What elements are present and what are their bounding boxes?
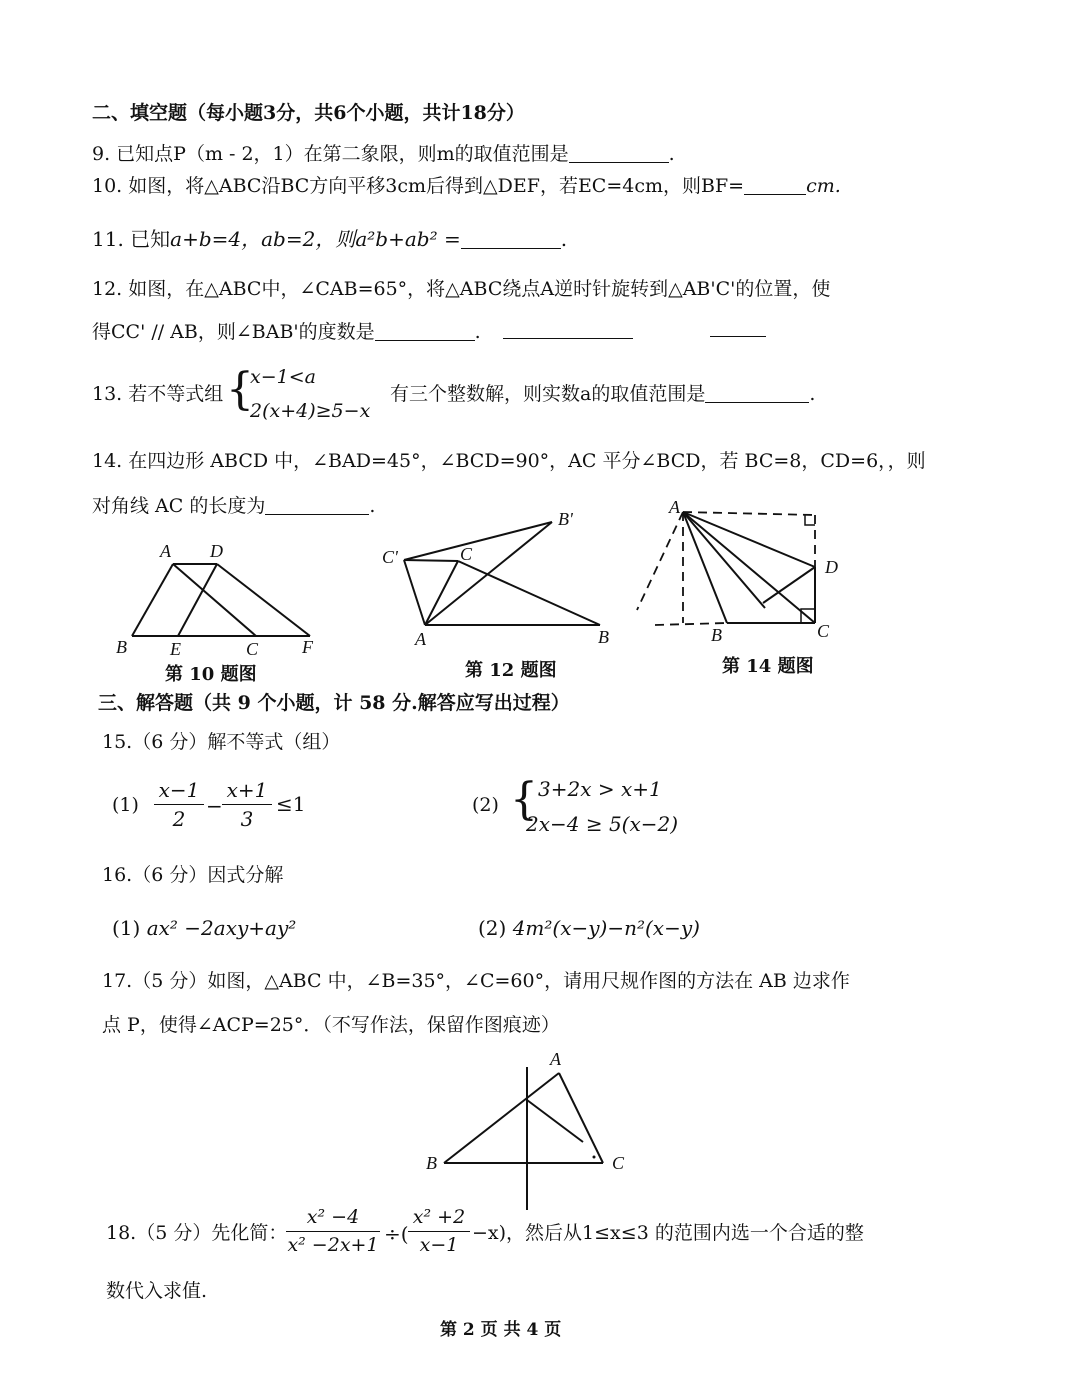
fig12-label-b: B [598, 627, 609, 647]
question-15-1-rel: ≤1 [276, 792, 306, 816]
fig14-dash-top [683, 512, 815, 515]
fig14-label-d: D [825, 557, 838, 577]
fig10-line-ba [132, 564, 173, 636]
question-9-text: 9. 已知点P（m - 2，1）在第二象限，则m的取值范围是 [92, 143, 569, 165]
section-3-title: 三、解答题（共 9 个小题，计 58 分.解答应写出过程） [98, 692, 570, 714]
page-footer: 第 2 页 共 4 页 [440, 1320, 562, 1340]
question-15-1-frac2 [222, 780, 272, 829]
frac1-denominator: 2 [172, 807, 186, 831]
question-11-expr1: a+b=4，ab=2，则 [170, 227, 356, 251]
question-16-2-label: (2) [478, 916, 507, 940]
fig14-line-ac [683, 512, 815, 623]
answer-blank [461, 230, 561, 249]
question-15-2-ineq2: 2x−4 ≥ 5(x−2) [526, 812, 679, 836]
fig14-line-ad [683, 512, 815, 567]
answer-blank [744, 176, 806, 195]
question-11-expr2: a²b+ab² = [355, 227, 461, 251]
fig14-line-ae [683, 512, 765, 608]
fig12-line-ac1 [404, 560, 425, 625]
answer-blank [569, 144, 669, 163]
question-16-1-label: (1) [112, 916, 141, 940]
fig17-line-ba [444, 1073, 559, 1163]
question-16-title: 16.（6 分）因式分解 [102, 864, 284, 886]
figure-10 [110, 535, 330, 665]
fig10-line-de [178, 564, 217, 636]
figure-12 [380, 505, 620, 650]
question-18-frac2 [408, 1208, 470, 1255]
fig10-label-e: E [170, 639, 181, 659]
question-16-1-expr: ax² −2axy+ay² [146, 916, 297, 940]
question-15-2-label: (2) [472, 794, 499, 816]
question-12-line2-text: 得CC' // AB，则∠BAB'的度数是 [92, 321, 375, 343]
fig10-label-d: D [210, 541, 223, 561]
fig12-label-c1: C' [382, 547, 398, 567]
question-11-pre: 11. 已知 [92, 227, 171, 251]
fig10-label-c: C [246, 639, 259, 659]
frac1-numerator: x² −4 [286, 1208, 380, 1232]
fig10-label-b: B [116, 637, 127, 657]
question-11 [92, 229, 567, 249]
question-18-div: ÷( [384, 1222, 409, 1246]
question-11-end: . [560, 227, 568, 251]
frac1-denominator: x² −2x+1 [287, 1234, 379, 1256]
question-18-tail: −x)，然后从1≤x≤3 的范围内选一个合适的整 [472, 1222, 864, 1244]
question-15-2-ineq1: 3+2x > x+1 [538, 777, 662, 801]
question-18-pre: 18.（5 分）先化简： [106, 1222, 288, 1244]
question-9-end: . [668, 143, 675, 165]
fig14-corner-mark [805, 515, 815, 525]
question-13-ineq2: 2(x+4)≥5−x [250, 400, 371, 422]
question-9 [92, 144, 675, 164]
fig12-label-b1: B' [558, 509, 573, 529]
fig14-label-c: C [817, 621, 830, 641]
fig10-line-ac [173, 564, 256, 636]
figure-12-caption: 第 12 题图 [465, 660, 557, 681]
figure-14 [625, 495, 855, 645]
question-16-1 [112, 918, 296, 938]
question-17-line1: 17.（5 分）如图，△ABC 中，∠B=35°，∠C=60°，请用尺规作图的方法在 AB 边求作 [102, 970, 850, 992]
fig17-dot [593, 1156, 596, 1159]
question-12-end: . [474, 321, 481, 343]
question-14-line2 [92, 496, 375, 516]
question-15-1-minus: − [206, 794, 223, 818]
question-12-line1: 12. 如图，在△ABC中，∠CAB=65°，将△ABC绕点A逆时针旋转到△AB'C'的位置，使 [92, 278, 831, 300]
question-18-frac1 [286, 1208, 380, 1255]
question-13-pre: 13. 若不等式组 [92, 383, 224, 405]
question-12-line2 [92, 322, 481, 342]
question-14-end: . [369, 495, 376, 517]
system-brace: { [226, 364, 254, 415]
stray-line [503, 338, 633, 339]
answer-blank [265, 496, 369, 515]
question-13-post: 有三个整数解，则实数a的取值范围是 [390, 383, 706, 405]
question-13-end: . [809, 383, 816, 405]
fig17-label-b: B [426, 1153, 437, 1173]
figure-17 [420, 1050, 640, 1220]
question-10 [92, 176, 841, 196]
fig10-label-f: F [302, 637, 313, 657]
fig10-label-a: A [160, 541, 171, 561]
question-15-title: 15.（6 分）解不等式（组） [102, 731, 341, 753]
question-15-1-frac1 [154, 780, 204, 829]
fig12-label-a: A [415, 629, 426, 649]
figure-10-caption: 第 10 题图 [165, 664, 257, 685]
fig12-line-ac [425, 561, 458, 625]
question-15-1-label: (1) [112, 794, 139, 816]
frac1-numerator: x−1 [154, 780, 204, 805]
question-13-ineq1: x−1<a [250, 366, 316, 388]
question-13-post-line [390, 384, 815, 404]
system-brace: { [510, 774, 538, 825]
question-18-line2: 数代入求值. [106, 1280, 208, 1302]
section-2-title: 二、填空题（每小题3分，共6个小题，共计18分） [92, 102, 525, 124]
fig17-line-ac [559, 1073, 603, 1163]
question-14-line2-text: 对角线 AC 的长度为 [92, 495, 266, 517]
fig12-label-c: C [460, 544, 473, 564]
fig14-label-b: B [711, 625, 722, 645]
question-16-2-expr: 4m²(x−y)−n²(x−y) [512, 916, 700, 940]
frac2-numerator: x+1 [222, 780, 272, 805]
fig14-dash-left [637, 512, 683, 610]
question-16-2 [478, 918, 700, 938]
frac2-denominator: x−1 [419, 1234, 459, 1256]
fig12-line-cb [458, 561, 600, 625]
frac2-numerator: x² +2 [408, 1208, 470, 1232]
question-10-text: 10. 如图，将△ABC沿BC方向平移3cm后得到△DEF，若EC=4cm，则BF= [92, 175, 745, 197]
question-10-unit: cm. [806, 175, 841, 197]
answer-blank [705, 384, 809, 403]
answer-blank [375, 322, 475, 341]
figure-14-caption: 第 14 题图 [722, 656, 814, 677]
question-17-line2: 点 P，使得∠ACP=25°．（不写作法，保留作图痕迹） [102, 1014, 560, 1036]
fig12-line-c1c [404, 560, 458, 561]
fig17-label-a: A [550, 1049, 561, 1069]
fig17-label-c: C [612, 1153, 625, 1173]
fig14-label-a: A [669, 497, 680, 517]
stray-line [710, 336, 766, 337]
fig10-line-df [217, 564, 310, 636]
frac2-denominator: 3 [240, 807, 254, 831]
question-14-line1: 14. 在四边形 ABCD 中，∠BAD=45°，∠BCD=90°，AC 平分∠BCD，若 BC=8，CD=6，，则 [92, 450, 926, 472]
